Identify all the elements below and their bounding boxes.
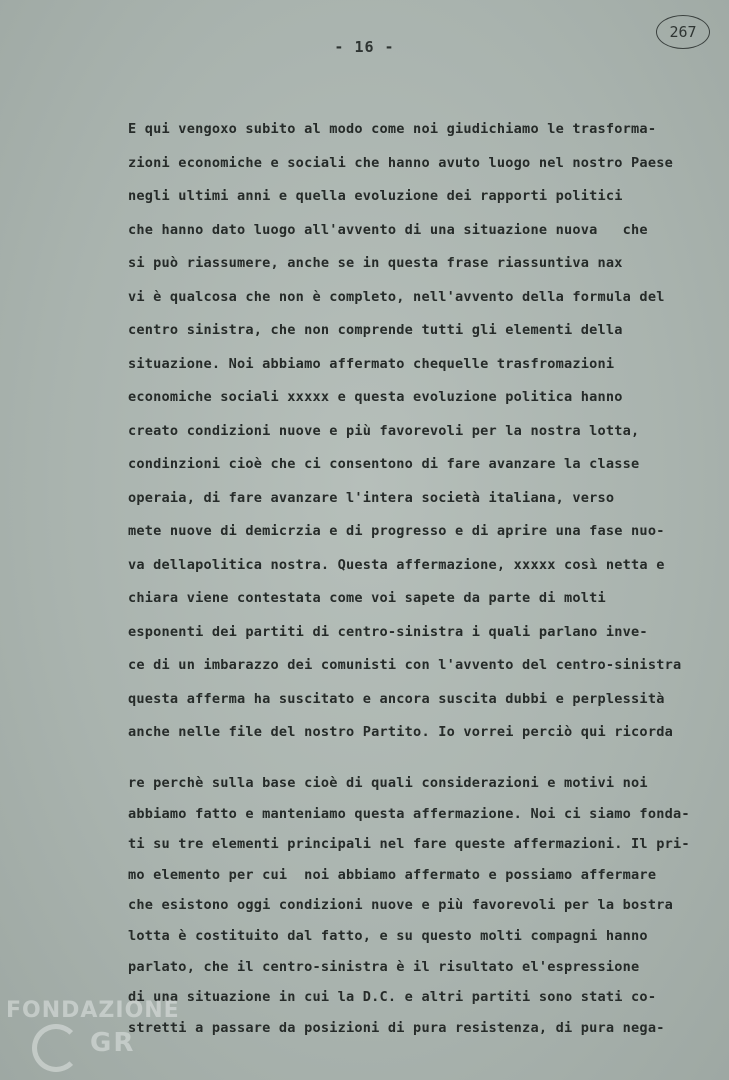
text-line: creato condizioni nuove e più favorevoli per la nostra lotta, — [128, 422, 640, 439]
text-line: ce di un imbarazzo dei comunisti con l'avvento del centro-sinistra — [128, 657, 682, 673]
text-line: mete nuove di demicrzia e di progresso e di aprire una fase nuo- — [128, 523, 665, 539]
text-line: negli ultimi anni e quella evoluzione dei rapporti politici — [128, 188, 623, 204]
text-line: condinzioni cioè che ci consentono di fare avanzare la classe — [128, 456, 640, 472]
text-line: mo elemento per cui noi abbiamo affermato e possiamo affermare — [128, 866, 657, 883]
text-line: abbiamo fatto e manteniamo questa affermazione. Noi ci siamo fonda- — [128, 805, 690, 822]
text-line: zioni economiche e sociali che hanno avuto luogo nel nostro Paese — [128, 154, 673, 171]
text-line: re perchè sulla base cioè di quali considerazioni e motivi noi — [128, 775, 648, 791]
watermark-logo — [6, 996, 206, 1080]
text-line: chiara viene contestata come voi sapete da parte di molti — [128, 590, 606, 606]
paragraph-2 — [128, 768, 698, 1043]
paragraph-1 — [128, 113, 698, 750]
page-number: - 16 - — [334, 38, 395, 56]
watermark-emblem-icon — [32, 1024, 80, 1072]
text-line: stretti a passare da posizioni di pura resistenza, di pura nega- — [128, 1019, 665, 1036]
watermark-title: FONDAZIONE — [6, 998, 180, 1023]
text-line: operaia, di fare avanzare l'intera società italiana, verso — [128, 489, 615, 506]
archive-number-stamp: 267 — [656, 15, 710, 49]
text-line: va dellapolitica nostra. Questa affermazione, xxxxx così netta e — [128, 556, 665, 573]
text-line: economiche sociali xxxxx e questa evoluzione politica hanno — [128, 389, 623, 405]
text-line: che esistono oggi condizioni nuove e più favorevoli per la bostra — [128, 897, 673, 914]
text-line: situazione. Noi abbiamo affermato chequelle trasfromazioni — [128, 355, 615, 372]
text-line: si può riassumere, anche se in questa frase riassuntiva nax — [128, 255, 623, 271]
text-line: esponenti dei partiti di centro-sinistra i quali parlano inve- — [128, 623, 648, 640]
watermark-subtitle: GR — [90, 1028, 136, 1058]
text-line: che hanno dato luogo all'avvento di una situazione nuova che — [128, 221, 648, 238]
text-line: centro sinistra, che non comprende tutti gli elementi della — [128, 322, 623, 338]
text-line: E qui vengoxo subito al modo come noi giudichiamo le trasforma- — [128, 121, 657, 137]
text-line: ti su tre elementi principali nel fare queste affermazioni. Il pri- — [128, 836, 690, 853]
text-line: anche nelle file del nostro Partito. Io vorrei perciò qui ricorda — [128, 724, 673, 740]
text-line: di una situazione in cui la D.C. e altri partiti sono stati co- — [128, 989, 657, 1006]
text-line: questa afferma ha suscitato e ancora suscita dubbi e perplessità — [128, 690, 665, 707]
text-line: parlato, che il centro-sinistra è il risultato el'espressione — [128, 958, 640, 975]
text-line: lotta è costituito dal fatto, e su questo molti compagni hanno — [128, 927, 648, 944]
text-line: vi è qualcosa che non è completo, nell'avvento della formula del — [128, 288, 665, 305]
